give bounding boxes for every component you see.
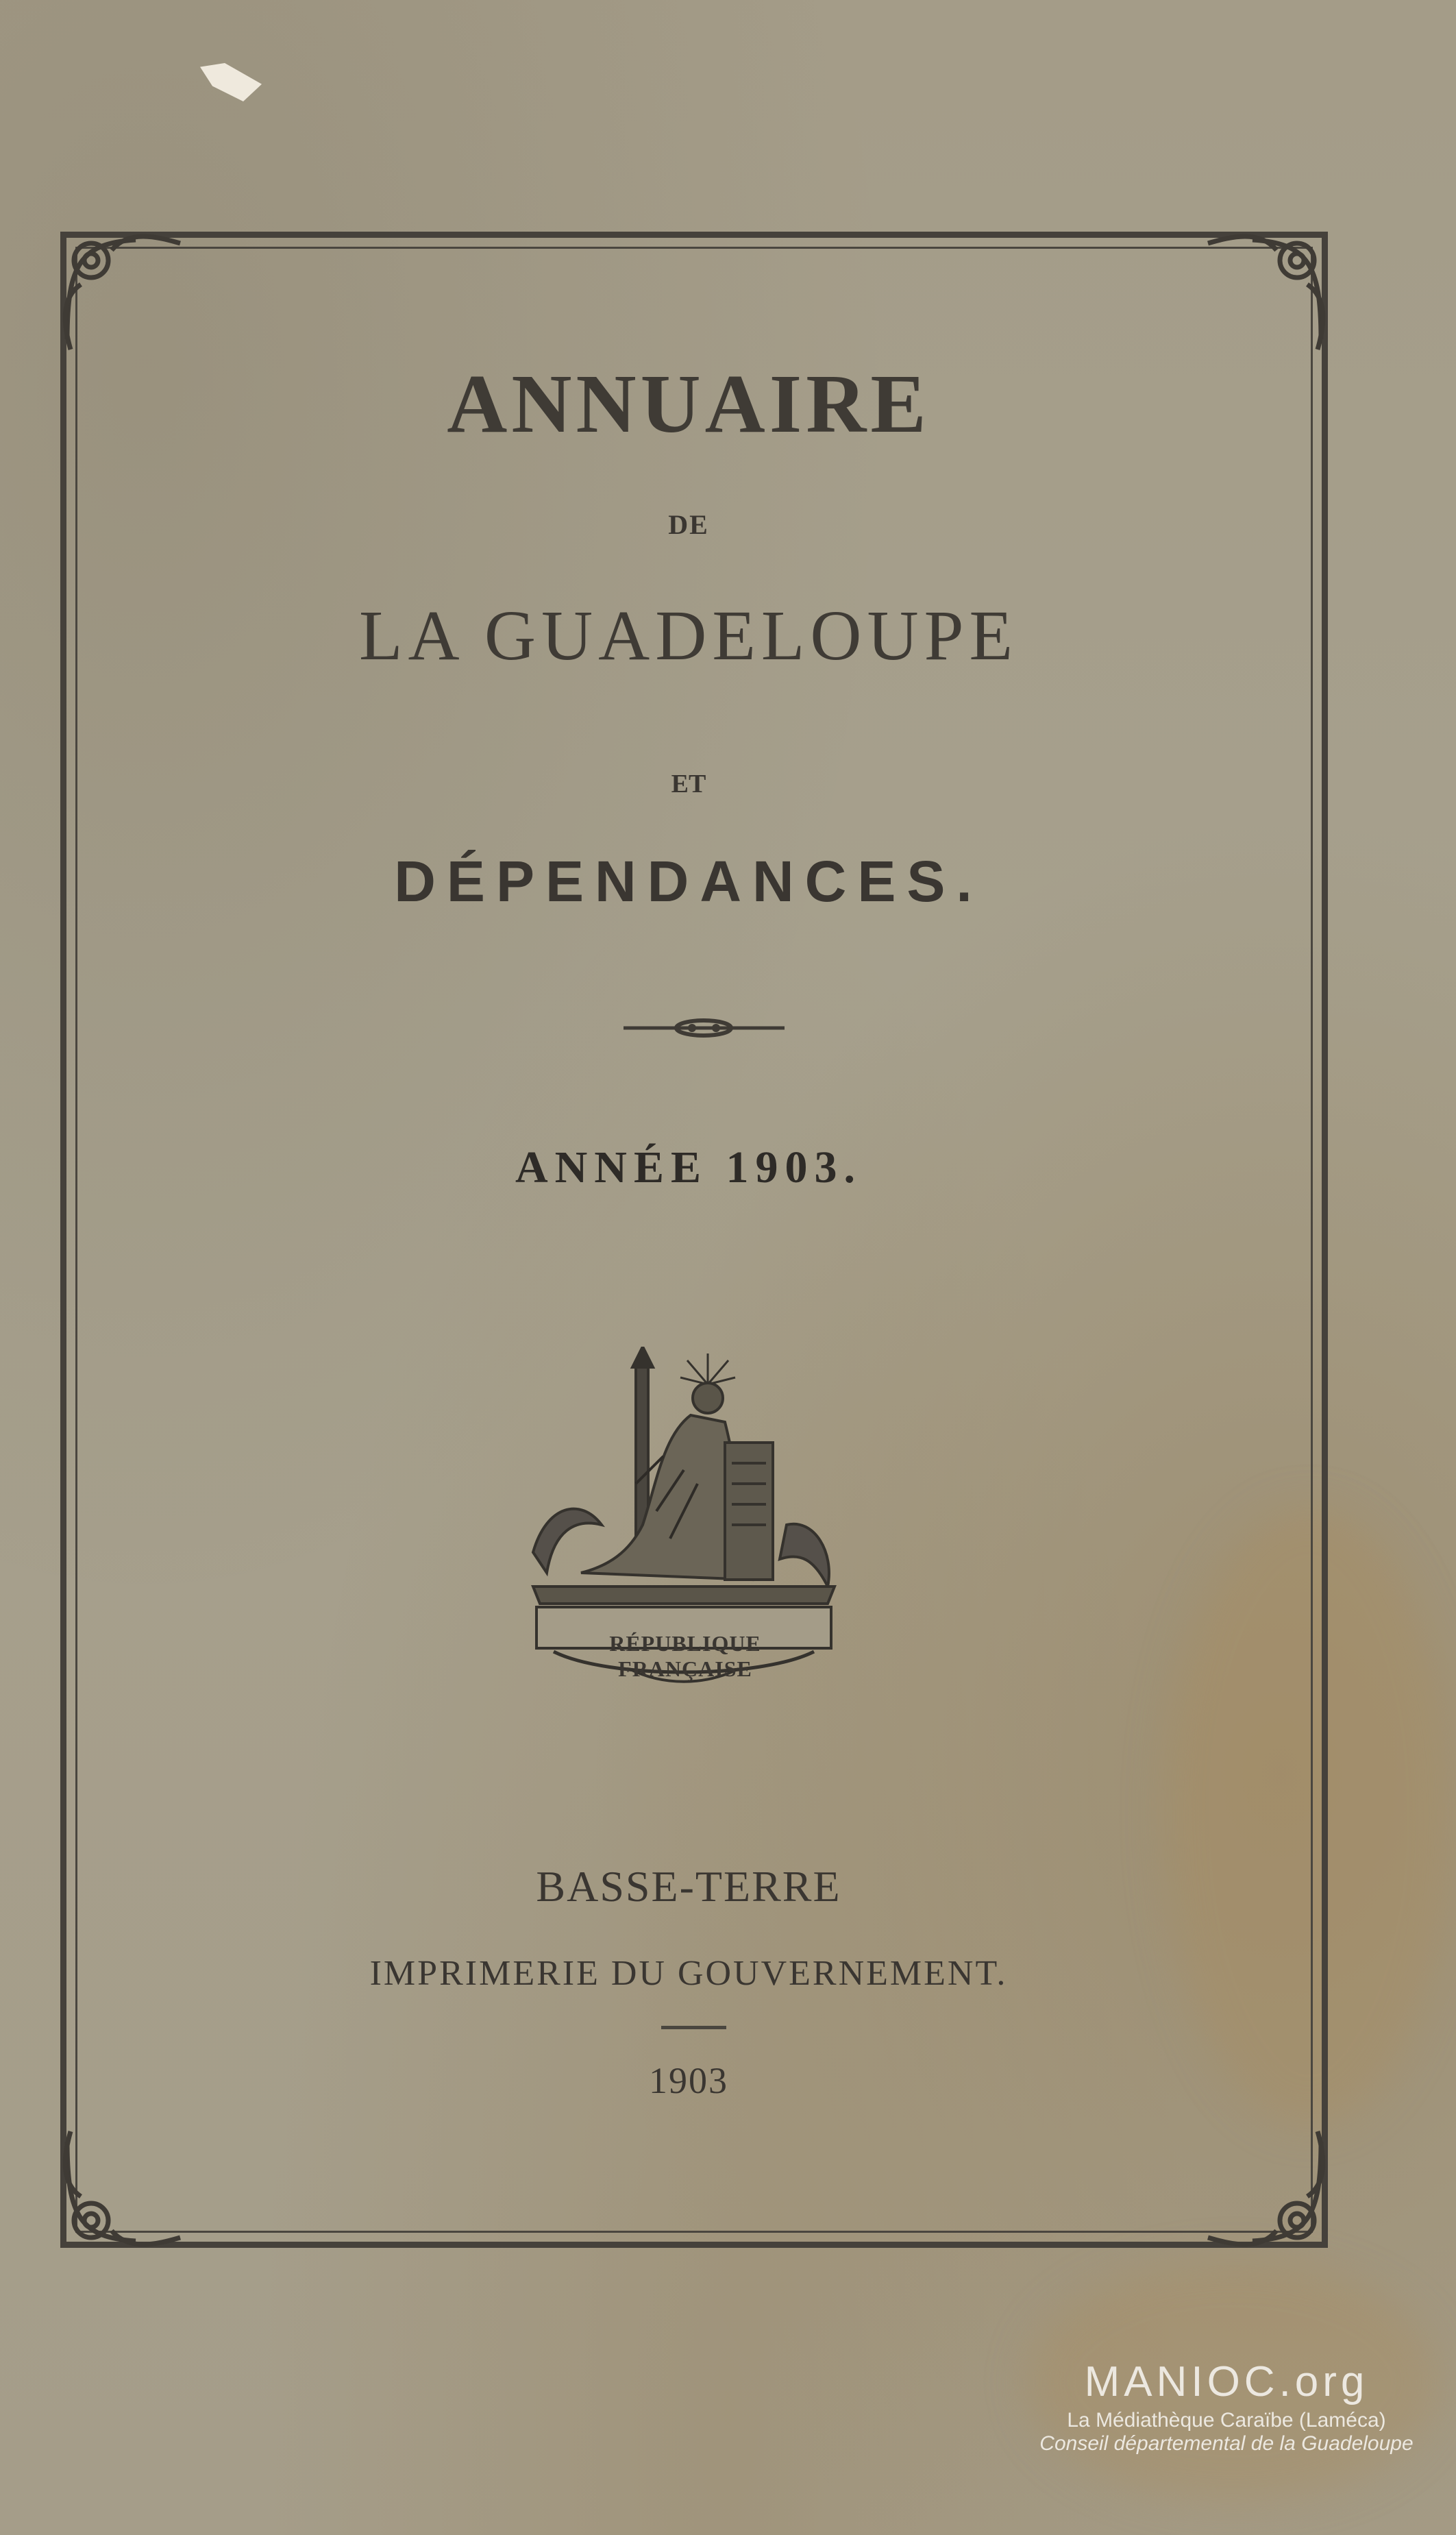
- year-heading: ANNÉE 1903.: [515, 1142, 863, 1192]
- publication-year: 1903: [649, 2060, 728, 2101]
- watermark-line-2: Conseil départemental de la Guadeloupe: [1039, 2432, 1414, 2455]
- place-name: LA GUADELOUPE: [359, 596, 1018, 675]
- watermark-logo: MANIOC.org: [1084, 2358, 1369, 2405]
- watermark: [1021, 2358, 1432, 2456]
- emblem-label: RÉPUBLIQUE FRANÇAISE: [609, 1631, 761, 1681]
- divider-ornament-icon: [620, 1014, 788, 1042]
- corner-ornament-icon: [53, 223, 184, 353]
- watermark-line-1: La Médiathèque Caraïbe (Laméca): [1067, 2409, 1386, 2432]
- corner-ornament-icon: [1205, 2128, 1335, 2258]
- paper-tear: [200, 63, 262, 101]
- dependencies-heading: DÉPENDANCES.: [394, 849, 983, 914]
- connector-et: ET: [671, 770, 706, 798]
- inner-border-frame: [75, 247, 1313, 2233]
- short-divider-rule: [661, 2026, 726, 2029]
- corner-ornament-icon: [53, 2128, 184, 2258]
- cover-title: ANNUAIRE: [447, 358, 930, 450]
- city-name: BASSE-TERRE: [536, 1862, 841, 1911]
- connector-de: DE: [668, 509, 709, 540]
- corner-ornament-icon: [1205, 223, 1335, 353]
- printer-name: IMPRIMERIE DU GOUVERNEMENT.: [369, 1954, 1008, 1993]
